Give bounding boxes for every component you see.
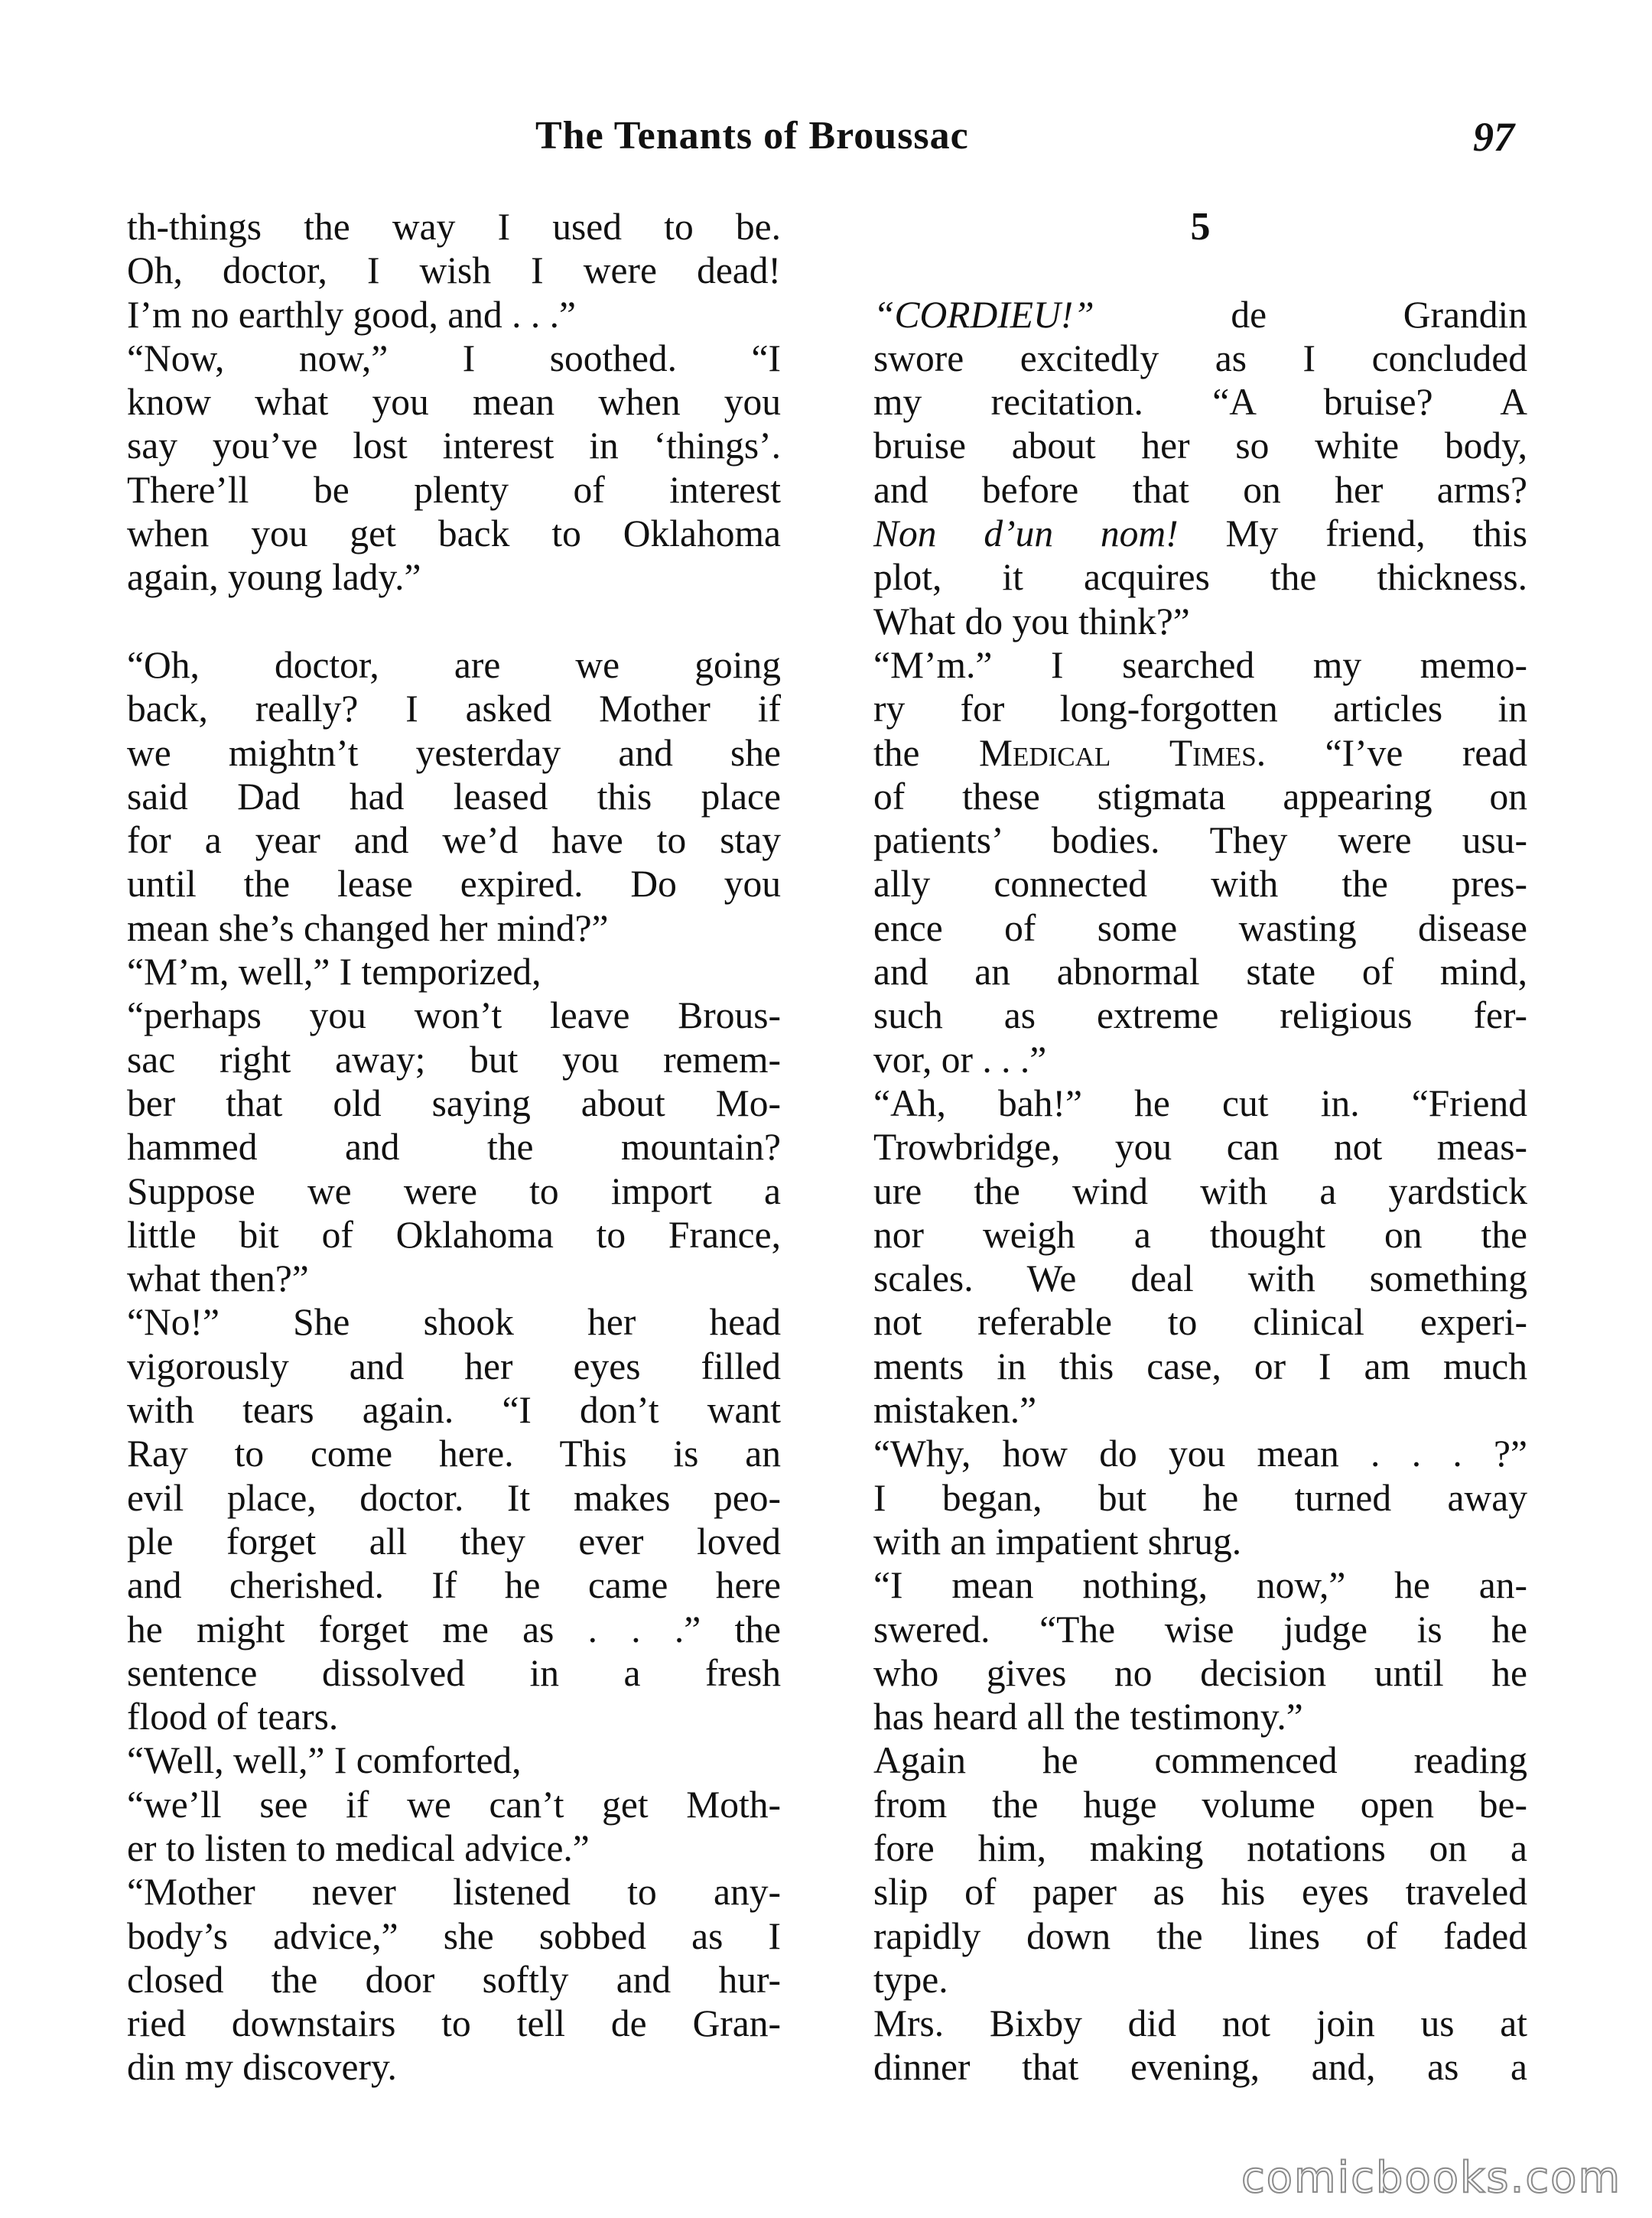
text-line: ple forget all they ever loved (127, 1520, 781, 1563)
text-line: sentence dissolved in a fresh (127, 1651, 781, 1694)
text-line: scales. We deal with something (873, 1257, 1527, 1300)
text-fragment: de Grandin (1094, 293, 1527, 336)
text-line: “M’m, well,” I temporized, (127, 951, 541, 994)
text-line: “Oh, doctor, are we going (127, 643, 781, 686)
text-line: “we’ll see if we can’t get Moth- (127, 1783, 781, 1826)
text-line: type. (873, 1958, 948, 2001)
text-line: such as extreme religious fer- (873, 994, 1527, 1037)
text-line: swore excitedly as I concluded (873, 337, 1527, 379)
text-line: ure the wind with a yardstick (873, 1169, 1527, 1212)
text-line: slip of paper as his eyes traveled (873, 1871, 1527, 1914)
text-line: say you’ve lost interest in ‘things’. (127, 424, 781, 467)
text-line: “I mean nothing, now,” he an- (873, 1564, 1527, 1607)
text-line: There’ll be plenty of interest (127, 468, 781, 511)
text-line: mistaken.” (873, 1389, 1037, 1432)
text-line: said Dad had leased this place (127, 775, 781, 818)
text-line: Again he commenced reading (873, 1739, 1527, 1782)
text-line (873, 293, 1527, 337)
text-line: from the huge volume open be- (873, 1783, 1527, 1826)
text-line: for a year and we’d have to stay (127, 819, 781, 862)
page-number: 97 (1473, 114, 1514, 160)
text-line: “M’m.” I searched my memo- (873, 643, 1527, 686)
text-line: evil place, doctor. It makes peo- (127, 1476, 781, 1519)
text-line: back, really? I asked Mother if (127, 688, 781, 730)
text-line (873, 512, 1527, 555)
text-line: body’s advice,” she sobbed as I (127, 1914, 781, 1957)
text-line: “Well, well,” I comforted, (127, 1739, 522, 1782)
right-column (873, 205, 1527, 2090)
text-line: patients’ bodies. They were usu- (873, 819, 1527, 862)
text-fragment: My friend, this (1178, 512, 1527, 555)
paragraph-gap (127, 600, 781, 643)
text-line: and cherished. If he came here (127, 1564, 781, 1607)
page-header (0, 0, 1652, 176)
text-line: “Now, now,” I soothed. “I (127, 337, 781, 379)
text-line: Oh, doctor, I wish I were dead! (127, 249, 781, 292)
text-line: Ray to come here. This is an (127, 1433, 781, 1475)
text-line: know what you mean when you (127, 381, 781, 424)
text-line: we mightn’t yesterday and she (127, 731, 781, 774)
text-line: little bit of Oklahoma to France, (127, 1213, 781, 1256)
text-line: dinner that evening, and, as a (873, 2046, 1527, 2089)
text-line: din my discovery. (127, 2046, 397, 2089)
text-line: nor weigh a thought on the (873, 1213, 1527, 1256)
text-line: with an impatient shrug. (873, 1520, 1242, 1563)
text-line: I’m no earthly good, and . . .” (127, 293, 576, 336)
text-line (873, 731, 1527, 775)
left-column (127, 205, 781, 2090)
exclamation-non-dun-nom: Non d’un nom! (873, 512, 1179, 555)
text-line: sac right away; but you remem- (127, 1038, 781, 1081)
text-line: “Why, how do you mean . . . ?” (873, 1433, 1527, 1475)
text-line: of these stigmata appearing on (873, 775, 1527, 818)
text-fragment: . “I’ve read (1256, 731, 1527, 774)
text-line: ence of some wasting disease (873, 906, 1527, 949)
text-line: Trowbridge, you can not meas- (873, 1126, 1527, 1169)
watermark: comicbooks.com (1241, 2153, 1621, 2203)
text-line: he might forget me as . . .” the (127, 1608, 781, 1650)
text-line: not referable to clinical experi- (873, 1301, 1527, 1344)
text-line: bruise about her so white body, (873, 424, 1527, 467)
text-line: What do you think?” (873, 600, 1190, 642)
text-line: “perhaps you won’t leave Brous- (127, 994, 781, 1037)
journal-title: Medical Times (978, 731, 1257, 774)
text-line: hammed and the mountain? (127, 1126, 781, 1169)
text-block-b (873, 555, 1527, 730)
text-line: with tears again. “I don’t want (127, 1389, 781, 1432)
text-line: ry for long-forgotten articles in (873, 688, 1527, 730)
text-block-a (873, 337, 1527, 512)
text-line: closed the door softly and hur- (127, 1958, 781, 2001)
text-line: and an abnormal state of mind, (873, 951, 1527, 994)
text-line: flood of tears. (127, 1696, 339, 1738)
text-line: swered. “The wise judge is he (873, 1608, 1527, 1650)
text-line: ried downstairs to tell de Gran- (127, 2002, 781, 2045)
text-line: vigorously and her eyes filled (127, 1345, 781, 1387)
section-gap (873, 249, 1527, 292)
text-line: “Mother never listened to any- (127, 1871, 781, 1914)
section-number: 5 (1190, 205, 1211, 249)
text-line: th-things the way I used to be. (127, 206, 781, 248)
text-line: ber that old saying about Mo- (127, 1081, 781, 1124)
text-line: “No!” She shook her head (127, 1301, 781, 1344)
text-line: vor, or . . .” (873, 1038, 1047, 1081)
text-line: mean she’s changed her mind?” (127, 906, 609, 949)
text-line: I began, but he turned away (873, 1476, 1527, 1519)
text-line: Suppose we were to import a (127, 1169, 781, 1212)
text-line: plot, it acquires the thickness. (873, 556, 1527, 599)
text-line: ments in this case, or I am much (873, 1345, 1527, 1387)
text-line: until the lease expired. Do you (127, 863, 781, 906)
text-line: what then?” (127, 1257, 309, 1300)
text-line: er to listen to medical advice.” (127, 1826, 590, 1869)
text-line: and before that on her arms? (873, 468, 1527, 511)
exclamation-cordieu: “CORDIEU!” (873, 293, 1094, 336)
text-fragment: the (873, 731, 979, 774)
text-line: again, young lady.” (127, 556, 421, 599)
text-block-c (873, 775, 1527, 2090)
text-line: Mrs. Bixby did not join us at (873, 2002, 1527, 2045)
text-line: “Ah, bah!” he cut in. “Friend (873, 1081, 1527, 1124)
text-line: ally connected with the pres- (873, 863, 1527, 906)
text-line: has heard all the testimony.” (873, 1696, 1303, 1738)
text-line: who gives no decision until he (873, 1651, 1527, 1694)
text-line: rapidly down the lines of faded (873, 1914, 1527, 1957)
text-line: when you get back to Oklahoma (127, 512, 781, 555)
text-line: fore him, making notations on a (873, 1826, 1527, 1869)
text-line: my recitation. “A bruise? A (873, 381, 1527, 424)
running-title: The Tenants of Broussac (535, 114, 969, 158)
